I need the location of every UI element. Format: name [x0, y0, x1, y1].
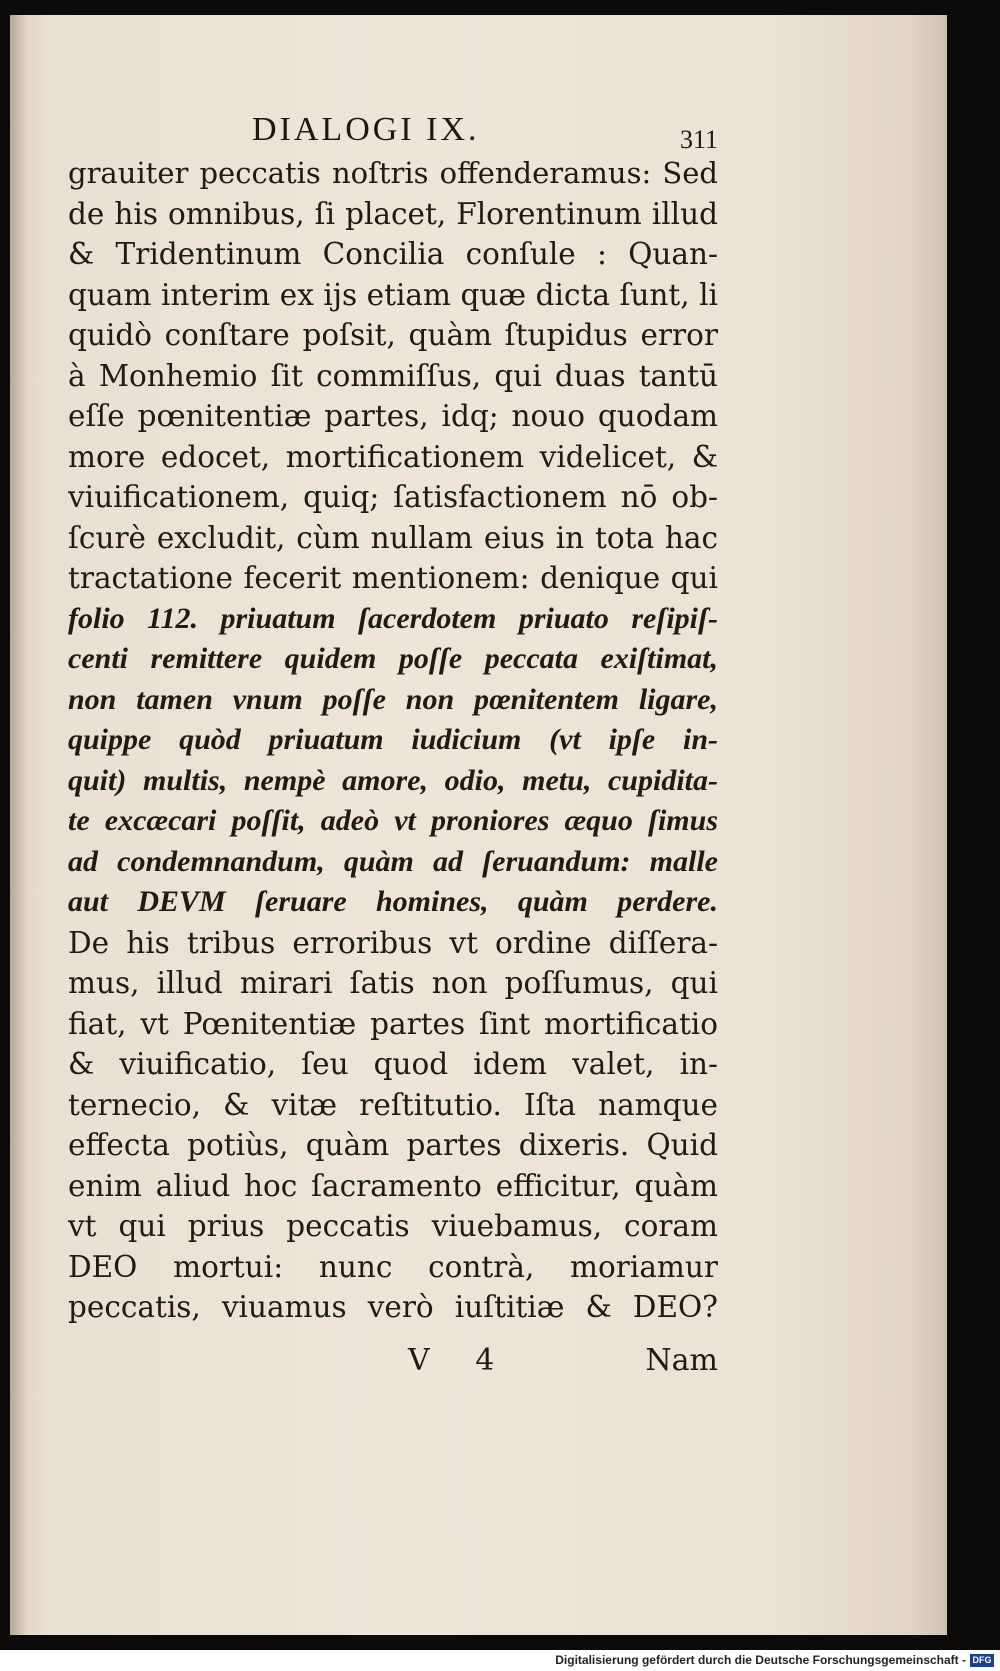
text-line: mus, illud mirari ſatis non poſſumus, qui [68, 966, 718, 1000]
text-line: ad condemnandum, quàm ad ſeruandum: malle [68, 844, 718, 878]
funding-credit: Digitalisierung gefördert durch die Deutsche Forschungsgemeinschaft - [555, 1653, 966, 1667]
text-line: de his omnibus, ſi placet, Florentinum illud [68, 196, 718, 231]
text-line: & Tridentinum Concilia conſule : Quan- [68, 237, 718, 271]
text-line: te excæcari poſſit, adeò vt proniores æquo ſimus [68, 804, 718, 837]
text-line: à Monhemio ſit commiſſus, qui duas tantū [68, 358, 718, 393]
text-line: grauiter peccatis noſtris offenderamus: Sed [68, 156, 718, 190]
text-line: fiat, vt Pœnitentiæ partes ſint mortificatio [68, 1006, 718, 1041]
text-line: eſſe pœnitentiæ partes, idq; nouo quodam [68, 399, 718, 433]
text-line: quit) multis, nempè amore, odio, metu, cupidita- [68, 763, 718, 797]
text-line: aut DEVM ſeruare homines, quàm perdere. [68, 885, 718, 918]
text-line: ternecio, & vitæ reſtitutio. Iſta namque [68, 1087, 718, 1122]
catchword: Nam [645, 1343, 718, 1378]
signature-mark: V 4 [408, 1343, 513, 1378]
page-footer [68, 1343, 718, 1387]
text-line: De his tribus erroribus vt ordine diſſera- [68, 925, 718, 960]
text-line: effecta potiùs, quàm partes dixeris. Quid [68, 1128, 718, 1162]
text-line: vt qui prius peccatis viuebamus, coram [68, 1209, 718, 1243]
text-line: viuificationem, quiq; ſatisfactionem nō ob- [68, 480, 718, 514]
text-line: non tamen vnum poſſe non pœnitentem ligare, [68, 682, 718, 716]
text-line: folio 112. priuatum ſacerdotem priuato reſipiſ- [68, 601, 718, 635]
text-line: ſcurè excludit, cùm nullam eius in tota hac [68, 520, 718, 555]
dfg-logo: DFG [970, 1654, 994, 1667]
credit-bar [0, 1650, 1000, 1671]
page-gutter-shadow [10, 15, 28, 1635]
text-line: more edocet, mortificationem videlicet, & [68, 439, 718, 474]
page-header [70, 111, 718, 157]
book-page [10, 15, 947, 1635]
text-line: quippe quòd priuatum iudicium (vt ipſe in- [68, 723, 718, 756]
page-number: 311 [679, 125, 718, 154]
text-line: peccatis, viuamus verò iuſtitiæ & DEO? [68, 1290, 718, 1324]
running-head: DIALOGI IX. [252, 111, 480, 148]
text-line: DEO mortui: nunc contrà, moriamur [68, 1249, 718, 1284]
text-line: quam interim ex ijs etiam quæ dicta ſunt, li [68, 277, 718, 312]
text-line: quidò conſtare poſsit, quàm ſtupidus error [68, 318, 718, 352]
text-line: & viuificatio, ſeu quod idem valet, in- [68, 1047, 718, 1081]
body-text [68, 153, 718, 1328]
text-line: centi remittere quidem poſſe peccata exiſtimat, [68, 642, 718, 675]
text-line: enim aliud hoc ſacramento efficitur, quàm [68, 1168, 718, 1203]
text-line: tractatione fecerit mentionem: denique qui [68, 561, 718, 595]
